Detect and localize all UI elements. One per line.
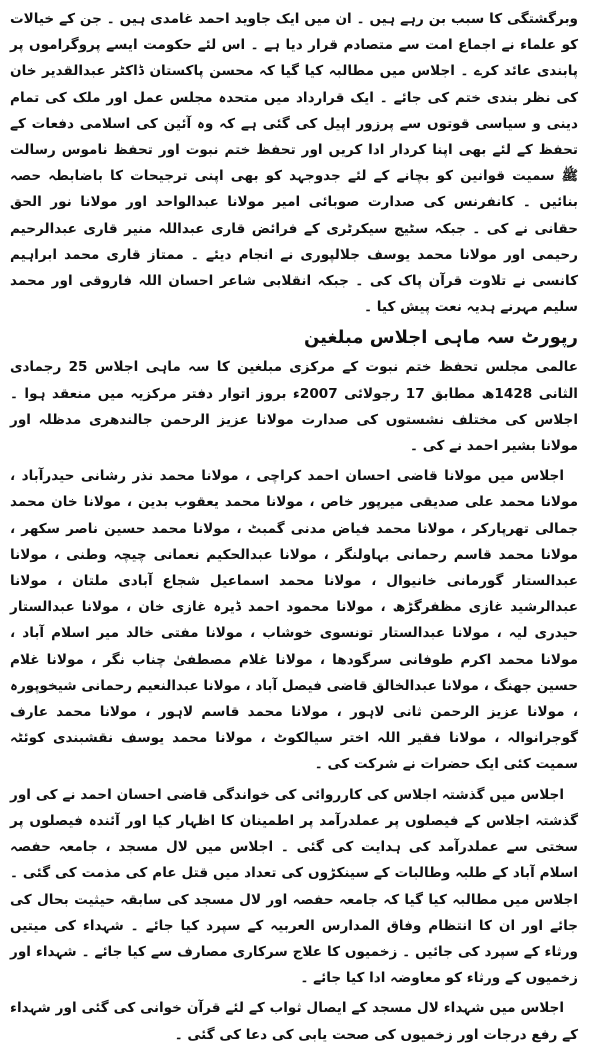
closing-prayer-paragraph: اجلاس میں شہداء لال مسجد کے ایصال ثواب کے لئے قرآن خوانی کی گئی اور شہداء کے رفع درجات اور زخمیوں کی صحت یابی کی دعا کی گئی ۔ <box>10 1000 578 1043</box>
participants-paragraph: اجلاس میں مولانا قاضی احسان احمد کراچی ، مولانا محمد نذر رشانی حیدرآباد ، مولانا محمد علی صدیقی میرپور خاص ، مولانا محمد یعقوب بدین ، مولانا خان محمد جمالی تھرپارکر ، مولانا محمد فیاض مدنی گمبٹ ، مولانا محمد حسین ناصر سکھر ، مولانا محمد قاسم رحمانی بہاولنگر ، مولانا عبدالحکیم نعمانی چیچہ وطنی ، مولانا عبدالستار گورمانی خانیوال ، مولانا محمد اسماعیل شجاع آبادی ملتان ، مولانا عبدالرشید غازی مظفرگڑھ ، مولانا محمود احمد ڈیرہ غازی خان ، مولانا عبدالستار حیدری لیہ ، مولانا عبدالستار تونسوی خوشاب ، مولانا مفتی خالد میر اسلام آباد ، مولانا محمد اکرم طوفانی سرگودھا ، مولانا غلام مصطفیٰ چناب نگر ، مولانا غلام حسین جھنگ ، مولانا عبدالخالق قاضی فیصل آباد ، مولانا عبدالنعیم رحمانی شیخوپورہ ، مولانا عزیز الرحمن ثانی لاہور ، مولانا محمد قاسم لاہور ، مولانا محمد عارف گوجرانوالہ ، مولانا فقیر اللہ اختر سیالکوٹ ، مولانا محمد یوسف نقشبندی کوئٹہ سمیت کئی ایک حضرات نے شرکت کی ۔ <box>10 468 578 773</box>
resolutions-paragraph: اجلاس میں گذشتہ اجلاس کی کارروائی کی خواندگی قاضی احسان احمد نے کی اور گذشتہ اجلاس کے فیصلوں پر عملدرآمد پر اطمینان کا اظہار کیا اور آئندہ فیصلوں پر سختی سے عملدرآمد کی ہدایت کی گئی ۔ اجلاس میں لال مسجد ، جامعہ حفصہ اسلام آباد کے طلبہ وطالبات کے سینکڑوں کی تعداد میں قتل عام کی مذمت کی گئی ۔ اجلاس میں مطالبہ کیا گیا کہ جامعہ حفصہ اور لال مسجد کی سابقہ حیثیت بحال کی جائے اور ان کا انتظام وفاق المدارس العربیہ کے سپرد کیا جائے ۔ شہداء کی میتیں ورثاء کے سپرد کی جائیں ۔ زخمیوں کا علاج سرکاری مصارف سے کیا جائے ۔ شہداء اور زخمیوں کے ورثاء کو معاوضہ ادا کیا جائے ۔ <box>10 786 578 987</box>
section-heading: رپورٹ سہ ماہی اجلاس مبلغین <box>303 327 578 349</box>
meeting-summary-paragraph: عالمی مجلس تحفظ ختم نبوت کے مرکزی مبلغین کا سہ ماہی اجلاس 25 رجمادی الثانی 1428ھ مطابق 17 رجولائی 2007ء بروز اتوار دفتر مرکزیہ میں منعقد ہوا ۔ اجلاس کی مختلف نشستوں کی صدارت مولانا عزیز الرحمن جالندھری مدظلہ اور مولانا بشیر احمد نے کی ۔ <box>10 359 578 455</box>
intro-paragraph: وبرگشتگی کا سبب بن رہے ہیں ۔ ان میں ایک جاوید احمد غامدی ہیں ۔ جن کے خیالات کو علماء نے اجماع امت سے متصادم قرار دیا ہے ۔ اس لئے حکومت ایسے پروگراموں پر پابندی عائد کرے ۔ اجلاس میں مطالبہ کیا گیا کہ محسن پاکستان ڈاکٹر عبدالقدیر خان کی نظر بندی ختم کی جائے ۔ ایک قرارداد میں متحدہ مجلس عمل اور ملک کی تمام دینی و سیاسی قوتوں سے پرزور اپیل کی گئی ہے کہ وہ آئین کی اسلامی دفعات کے تحفظ کے لئے بھی اپنا کردار ادا کریں اور تحفظ ختم نبوت اور تحفظ ناموس رسالت ﷺ سمیت قوانین کو بچانے کے لئے جدوجہد کو بھی اپنی ترجیحات کا باضابطہ حصہ بنائیں ۔ کانفرنس کی صدارت صوبائی امیر مولانا عبدالواحد اور مولانا نور الحق حقانی نے کی ۔ جبکہ سٹیج سیکرٹری کے فرائض قاری عبداللہ منیر قاری عبدالرحیم رحیمی اور مولانا محمد یوسف جلالپوری نے انجام دیئے ۔ ممتاز قاری محمد ابراہیم کانسی نے تلاوت قرآن پاک کی ۔ جبکہ انقلابی شاعر احسان اللہ فاروقی اور محمد سلیم مہرنے ہدیہ نعت پیش کیا ۔ <box>10 11 578 316</box>
